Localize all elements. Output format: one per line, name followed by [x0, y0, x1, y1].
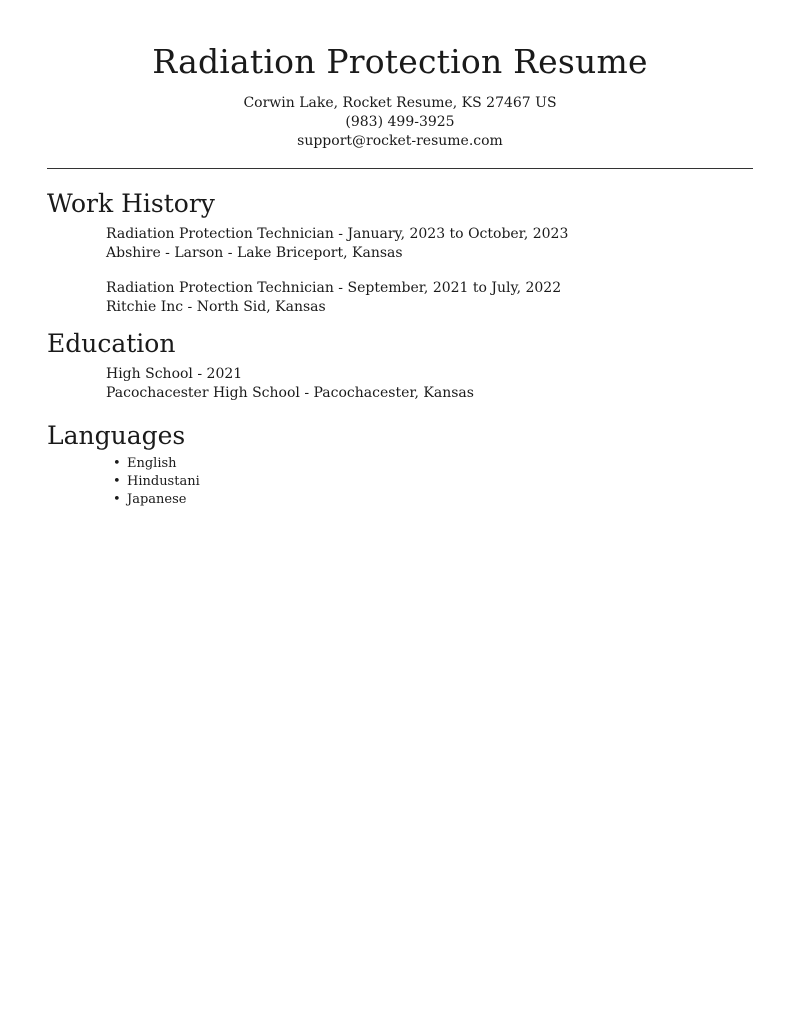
list-item: [113, 473, 753, 491]
education-school-line: [106, 384, 753, 403]
work-entry: [106, 279, 753, 317]
degree: High School: [106, 366, 193, 382]
separator: -: [183, 299, 197, 315]
separator: -: [299, 385, 314, 401]
work-entry-title-line: [106, 279, 753, 298]
separator: -: [333, 226, 348, 242]
work-entry: [106, 225, 753, 263]
company-name: Ritchie Inc: [106, 299, 184, 315]
work-entry-title-line: [106, 225, 753, 244]
contact-phone: (983) 499-3925: [345, 114, 455, 130]
job-title: Radiation Protection Technician: [106, 280, 334, 296]
education-entry: [106, 365, 753, 403]
separator: -: [192, 366, 207, 382]
school-name: Pacochacester High School: [106, 385, 300, 401]
contact-address: Corwin Lake, Rocket Resume, KS 27467 US: [243, 95, 557, 111]
separator: -: [223, 245, 237, 261]
contact-email: support@rocket-resume.com: [297, 133, 503, 149]
bullet: •: [113, 492, 121, 507]
job-dates: January, 2023 to October, 2023: [347, 226, 569, 242]
section-heading-education: Education: [47, 329, 176, 358]
section-heading-languages: Languages: [47, 421, 186, 450]
contact-block: [47, 94, 753, 151]
bullet: •: [113, 456, 121, 471]
page-title: Radiation Protection Resume: [152, 42, 648, 81]
graduation-year: 2021: [206, 366, 243, 382]
languages-list: [113, 455, 753, 509]
school-location: Pacochacester, Kansas: [313, 385, 474, 401]
company-location: Lake Briceport, Kansas: [236, 245, 403, 261]
education-degree-line: [106, 365, 753, 384]
header-divider: [47, 168, 753, 169]
language-name: English: [127, 456, 177, 471]
education-list: [106, 365, 753, 403]
job-title: Radiation Protection Technician: [106, 226, 334, 242]
bullet: •: [113, 474, 121, 489]
job-dates: September, 2021 to July, 2022: [347, 280, 562, 296]
work-entry-company-line: [106, 244, 753, 263]
separator: -: [333, 280, 348, 296]
company-name: Abshire - Larson: [106, 245, 224, 261]
work-entry-company-line: [106, 298, 753, 317]
list-item: [113, 491, 753, 509]
work-history-list: [106, 225, 753, 317]
language-name: Japanese: [127, 492, 187, 507]
language-name: Hindustani: [127, 474, 200, 489]
company-location: North Sid, Kansas: [196, 299, 326, 315]
list-item: [113, 455, 753, 473]
section-heading-work-history: Work History: [47, 189, 215, 218]
